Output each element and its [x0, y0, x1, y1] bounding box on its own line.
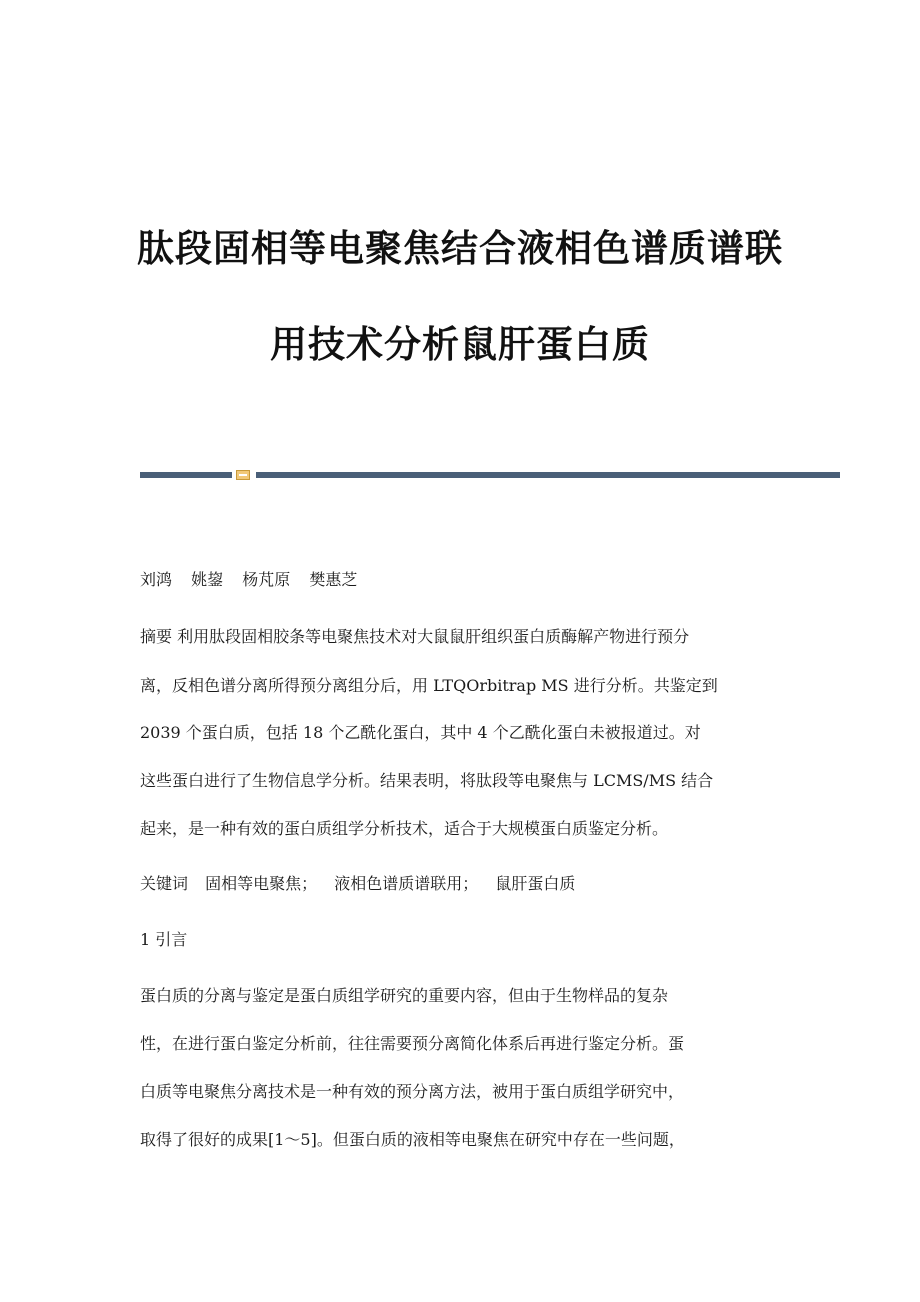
abstract-line-4: 这些蛋白进行了生物信息学分析。结果表明，将肽段等电聚焦与 LCMS/MS 结合 — [140, 771, 714, 790]
abstract-line-1 — [140, 626, 689, 648]
keyword-item: 固相等电聚焦； — [205, 874, 318, 893]
author-name: 杨芃原 — [242, 570, 291, 589]
section-heading: 1 引言 — [140, 930, 188, 949]
author-name: 刘鸿 — [140, 570, 173, 589]
keywords — [140, 873, 587, 895]
author-list — [140, 569, 371, 591]
document-title-line-2: 用技术分析鼠肝蛋白质 — [270, 323, 650, 366]
abstract-line-2: 离，反相色谱分离所得预分离组分后，用 LTQOrbitrap MS 进行分析。共鉴定到 — [140, 676, 718, 695]
divider-bar-left — [140, 472, 232, 478]
title-divider — [140, 470, 840, 480]
document-title-line-1: 肽段固相等电聚焦结合液相色谱质谱联 — [137, 227, 783, 270]
divider-bar-right — [256, 472, 840, 478]
author-name: 姚鋆 — [191, 570, 224, 589]
keyword-item: 鼠肝蛋白质 — [495, 874, 576, 893]
keywords-label: 关键词 — [140, 874, 189, 893]
abstract-text: 利用肽段固相胶条等电聚焦技术对大鼠鼠肝组织蛋白质酶解产物进行预分 — [177, 627, 690, 646]
abstract-label: 摘要 — [140, 627, 173, 646]
keyword-item: 液相色谱质谱联用； — [334, 874, 479, 893]
body-line-1: 蛋白质的分离与鉴定是蛋白质组学研究的重要内容，但由于生物样品的复杂 — [140, 986, 669, 1005]
body-line-4: 取得了很好的成果[1～5]。但蛋白质的液相等电聚焦在研究中存在一些问题， — [140, 1130, 685, 1149]
abstract-line-3: 2039 个蛋白质，包括 18 个乙酰化蛋白，其中 4 个乙酰化蛋白未被报道过。对 — [140, 723, 701, 742]
body-line-2: 性，在进行蛋白鉴定分析前，往往需要预分离简化体系后再进行鉴定分析。蛋 — [140, 1034, 685, 1053]
abstract-line-5: 起来，是一种有效的蛋白质组学分析技术，适合于大规模蛋白质鉴定分析。 — [140, 819, 669, 838]
body-line-3: 白质等电聚焦分离技术是一种有效的预分离方法，被用于蛋白质组学研究中， — [140, 1082, 685, 1101]
author-name: 樊惠芝 — [309, 570, 358, 589]
divider-ornament-icon — [236, 470, 250, 480]
